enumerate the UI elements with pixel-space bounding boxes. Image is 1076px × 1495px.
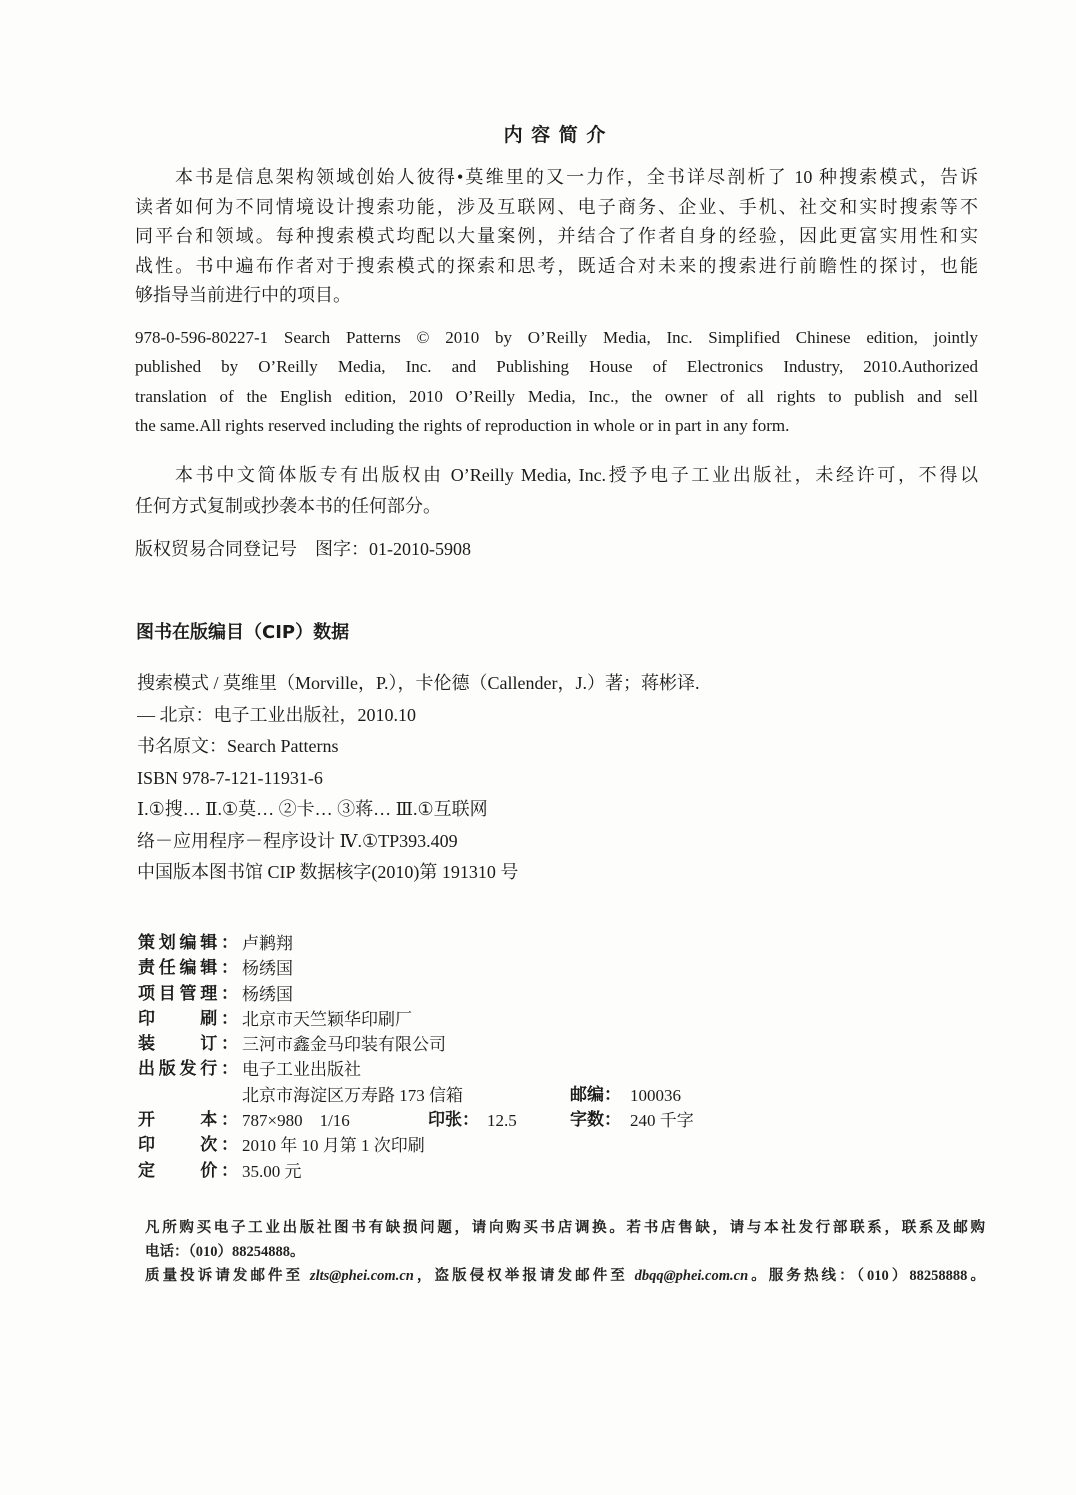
credit-value: 北京市天竺颖华印刷厂 (242, 1009, 412, 1029)
cip-line: 中国版本图书馆 CIP 数据核字(2010)第 191310 号 (137, 862, 519, 882)
credit-label: 印 次： (138, 1135, 238, 1156)
chinese-rights-paragraph (135, 460, 978, 522)
cip-data-block (137, 668, 897, 889)
summary-line: 同平台和领域。每种搜索模式均配以大量案例，并结合了作者自身的经验，因此更富实用性和实 (135, 226, 978, 246)
credit-value: 北京市海淀区万寿路 173 信箱 (242, 1085, 463, 1105)
summary-line: 够指导当前进行中的项目。 (135, 285, 351, 305)
credit-label: 开 本： (138, 1110, 238, 1131)
sheets-label: 印张： (428, 1110, 479, 1131)
english-copyright-line: 978-0-596-80227-1 Search Patterns © 2010 by O’Reilly Media, Inc. Simplified Chinese edition, jointly (135, 328, 978, 347)
sheets-value: 12.5 (487, 1111, 517, 1131)
english-copyright-paragraph (135, 323, 978, 441)
credit-label: 印 刷： (138, 1008, 238, 1029)
chinese-rights-line: 本书中文简体版专有出版权由 O’Reilly Media, Inc.授予电子工业出版社，未经许可，不得以 (175, 465, 978, 485)
postcode-label: 邮编： (570, 1084, 621, 1105)
cip-line: ISBN 978-7-121-11931-6 (137, 767, 323, 788)
credit-value: 卢鹣翔 (242, 934, 293, 953)
credit-label: 定 价： (138, 1160, 238, 1181)
credit-label: 出版发行： (138, 1059, 238, 1080)
complaint-email: zlts@phei.com.cn (309, 1268, 414, 1284)
registration-number: 版权贸易合同登记号 图字：01-2010-5908 (135, 539, 471, 559)
credit-row-format (138, 1108, 738, 1133)
credit-value: 35.00 元 (242, 1161, 302, 1181)
credit-label: 装 订： (138, 1034, 238, 1055)
credit-value: 三河市鑫金马印装有限公司 (242, 1035, 446, 1055)
credit-row-price (138, 1159, 738, 1184)
credit-row-responsible-editor (138, 956, 738, 981)
credit-value: 杨绣国 (242, 959, 293, 979)
summary-line: 读者如何为不同情境设计搜索功能，涉及互联网、电子商务、企业、手机、社交和实时搜索等不 (135, 196, 978, 217)
credit-row-impression (138, 1133, 738, 1158)
credit-row-binding (138, 1032, 738, 1057)
cip-line: Ⅰ.①搜… Ⅱ.①莫… ②卡… ③蒋… Ⅲ.①互联网 (137, 799, 488, 819)
footer-text: 。服务热线：（010）88258888。 (748, 1268, 985, 1284)
cip-line: — 北京：电子工业出版社，2010.10 (137, 704, 416, 725)
credit-value: 电子工业出版社 (242, 1060, 361, 1080)
english-copyright-line: the same.All rights reserved including the rights of reproduction in whole or in part in any form. (135, 416, 790, 436)
credit-row-address (138, 1083, 738, 1108)
english-copyright-line: published by O’Reilly Media, Inc. and Publishing House of Electronics Industry, 2010.Authorized (135, 357, 978, 377)
credit-row-printing (138, 1007, 738, 1032)
footer-text: 质量投诉请发邮件至 (145, 1268, 310, 1284)
credit-row-project-manager (138, 982, 738, 1007)
summary-line: 战性。书中遍布作者对于搜索模式的探索和思考，既适合对未来的搜索进行前瞻性的探讨，也能 (135, 255, 978, 276)
postcode-value: 100036 (630, 1085, 681, 1105)
footer-text: ，盗版侵权举报请发邮件至 (413, 1268, 635, 1284)
footer-line: 电话：（010）88254888。 (145, 1244, 305, 1260)
credit-value: 杨绣国 (242, 984, 293, 1004)
cip-line: 书名原文：Search Patterns (137, 736, 339, 756)
publication-credits (138, 931, 738, 1184)
credit-value: 787×980 1/16 (242, 1111, 350, 1131)
credit-label: 策划编辑： (138, 933, 238, 953)
credit-label-empty (138, 1083, 238, 1108)
english-copyright-line: translation of the English edition, 2010 O’Reilly Media, Inc., the owner of all rights to publish and sell (135, 386, 978, 406)
credit-row-publisher (138, 1057, 738, 1082)
piracy-report-email: dbqq@phei.com.cn (634, 1268, 749, 1284)
credit-value: 2010 年 10 月第 1 次印刷 (242, 1136, 425, 1156)
footer-line-contact (145, 1264, 985, 1288)
credit-label: 项目管理： (138, 983, 238, 1004)
summary-paragraph (135, 163, 978, 311)
footer-notice (145, 1216, 985, 1288)
cip-heading: 图书在版编目（CIP）数据 (136, 622, 350, 643)
footer-line: 凡所购买电子工业出版社图书有缺损问题，请向购买书店调换。若书店售缺，请与本社发行部联系，联系及邮购 (145, 1220, 985, 1236)
cip-line: 搜索模式 / 莫维里（Morville，P.），卡伦德（Callender，J.）著；蒋彬译. (137, 673, 700, 693)
credit-label: 责任编辑： (138, 958, 238, 979)
credit-row-planning-editor (138, 931, 738, 956)
chinese-rights-line: 任何方式复制或抄袭本书的任何部分。 (135, 496, 441, 516)
words-label: 字数： (570, 1110, 621, 1131)
summary-title: 内 容 简 介 (503, 124, 607, 146)
cip-line: 络－应用程序－程序设计 Ⅳ.①TP393.409 (137, 830, 458, 851)
words-value: 240 千字 (630, 1111, 694, 1131)
summary-line: 本书是信息架构领域创始人彼得•莫维里的又一力作，全书详尽剖析了 10 种搜索模式，告诉 (175, 167, 978, 187)
